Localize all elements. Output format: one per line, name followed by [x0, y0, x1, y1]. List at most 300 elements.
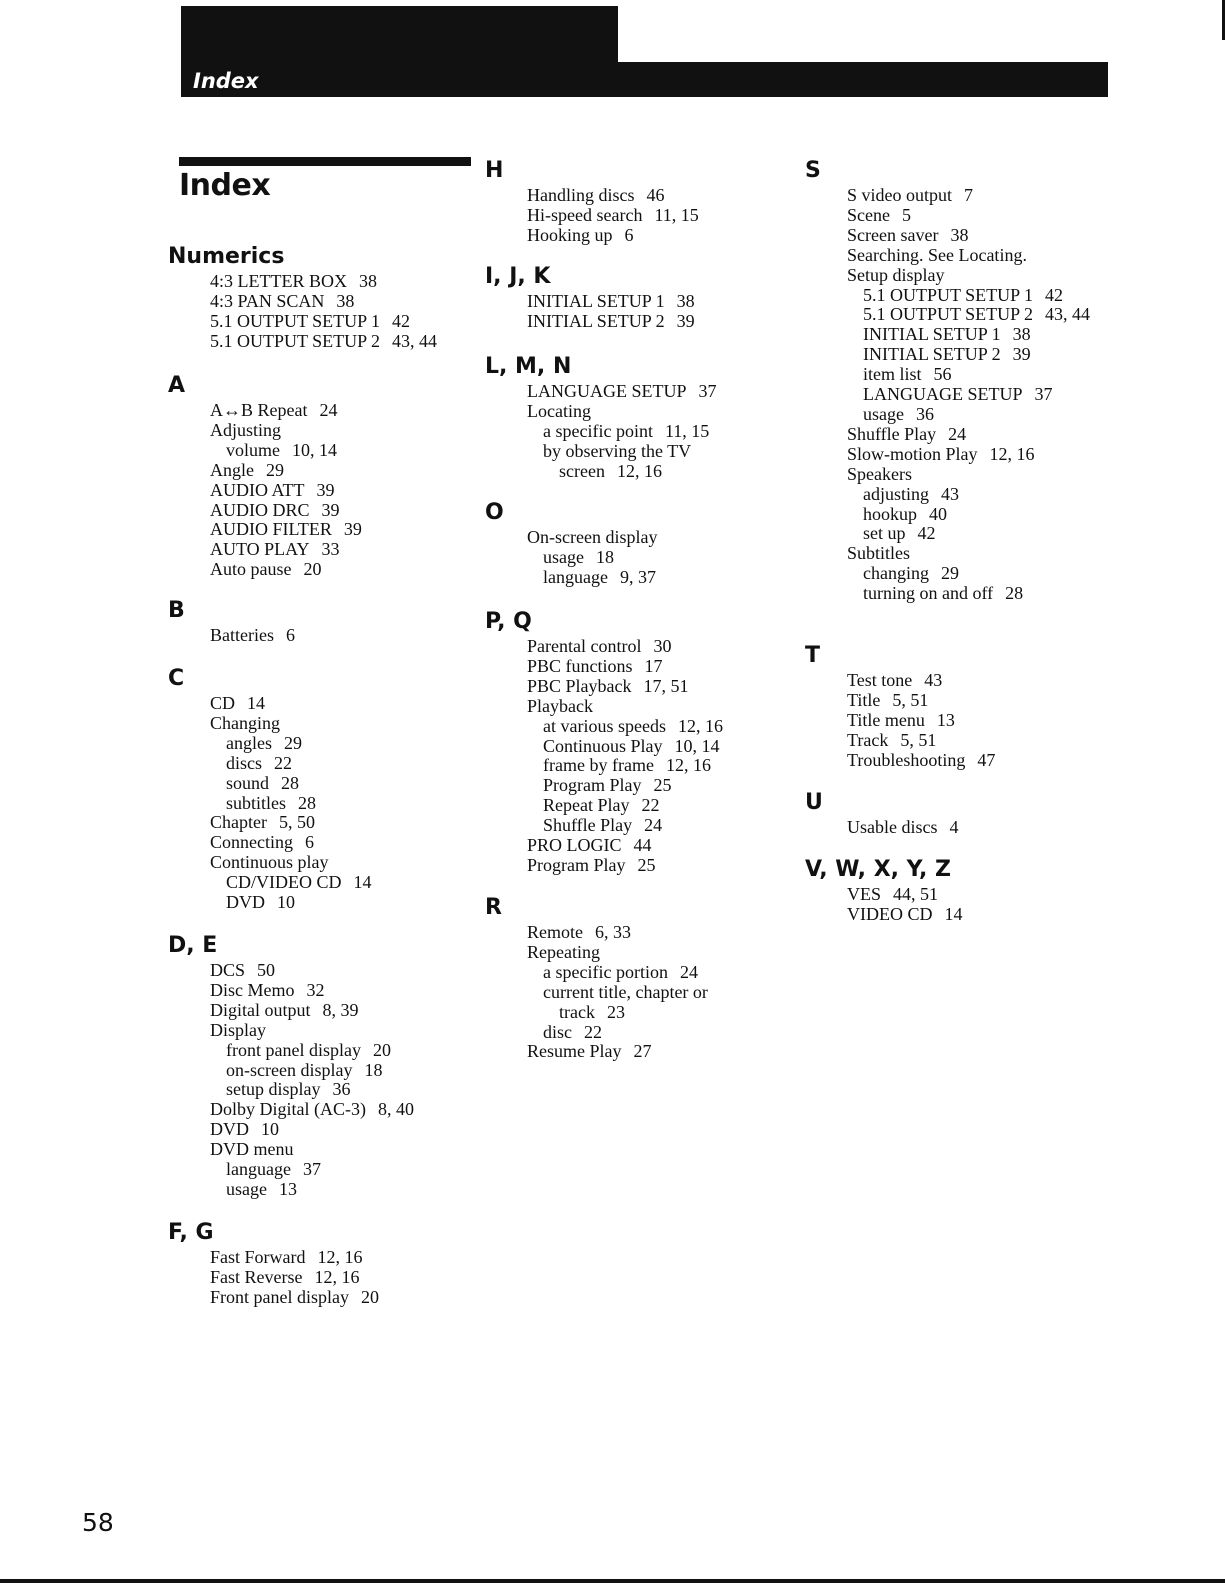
entry-term: front panel display — [226, 1039, 361, 1060]
entry-term: turning on and off — [863, 583, 994, 604]
index-section — [485, 607, 785, 876]
entry-pages: 36 — [332, 1079, 351, 1100]
entry-pages: 24 — [644, 815, 663, 836]
entry-pages: 23 — [606, 1001, 625, 1022]
entry-term: by observing the TV — [543, 440, 692, 461]
entry-list — [168, 1248, 468, 1308]
index-entry — [168, 1120, 468, 1140]
header-strip — [181, 62, 1108, 97]
index-section — [168, 664, 468, 913]
entry-pages: 50 — [257, 960, 276, 980]
index-entry — [485, 462, 785, 482]
entry-pages: 29 — [266, 459, 284, 480]
index-entry — [805, 325, 1125, 345]
index-section — [485, 156, 785, 246]
index-entry — [805, 345, 1125, 365]
entry-term: Handling discs — [527, 185, 635, 205]
section-heading: D, E — [168, 933, 218, 958]
bottom-rule — [0, 1579, 1225, 1583]
entry-term: Disc Memo — [210, 979, 295, 1000]
index-entry — [168, 540, 468, 560]
entry-pages: 37 — [302, 1159, 321, 1180]
entry-pages: 14 — [944, 903, 963, 924]
section-heading: V, W, X, Y, Z — [805, 857, 951, 882]
index-entry — [805, 226, 1125, 246]
section-heading: T — [805, 643, 821, 668]
index-section — [805, 788, 1125, 838]
entry-term: Setup display — [847, 264, 945, 285]
entry-pages: 18 — [364, 1059, 383, 1080]
index-entry — [485, 186, 785, 206]
entry-term: subtitles — [226, 792, 287, 813]
entry-list — [168, 272, 468, 352]
index-entry — [805, 286, 1125, 306]
entry-term: volume — [226, 439, 280, 460]
entry-term: at various speeds — [543, 715, 666, 736]
index-entry — [168, 694, 468, 714]
entry-pages: 25 — [637, 854, 656, 875]
entry-pages: 44 — [633, 835, 652, 856]
entry-term: Usable discs — [847, 817, 938, 837]
entry-term: usage — [226, 1178, 267, 1199]
index-entry — [168, 401, 468, 421]
entry-term: angles — [226, 732, 272, 753]
index-entry — [485, 836, 785, 856]
entry-term: Display — [210, 1019, 266, 1040]
entry-pages: 20 — [303, 559, 322, 580]
index-entry — [485, 312, 785, 332]
index-entry — [485, 776, 785, 796]
entry-pages: 24 — [319, 400, 338, 420]
entry-term: changing — [863, 563, 929, 584]
index-entry — [805, 485, 1125, 505]
entry-pages: 43 — [924, 670, 943, 690]
entry-pages: 20 — [360, 1286, 379, 1307]
entry-term: 5.1 OUTPUT SETUP 1 — [210, 310, 381, 331]
entry-term: Shuffle Play — [847, 423, 937, 444]
entry-pages: 17 — [644, 655, 663, 676]
entry-pages: 8, 40 — [377, 1099, 414, 1120]
index-entry — [168, 332, 468, 352]
index-entry — [805, 266, 1125, 286]
entry-term: Slow-motion Play — [847, 443, 978, 464]
index-entry — [168, 1288, 468, 1308]
entry-term: Resume Play — [527, 1041, 622, 1062]
entry-term: Title — [847, 689, 881, 710]
entry-term: a specific point — [543, 420, 653, 441]
entry-term: language — [543, 566, 608, 587]
entry-pages: 56 — [933, 364, 952, 385]
entry-pages: 22 — [274, 752, 292, 773]
entry-list — [485, 528, 785, 588]
index-entry — [168, 893, 468, 913]
entry-pages: 11, 15 — [664, 420, 710, 441]
entry-pages: 47 — [977, 749, 996, 770]
index-entry — [485, 923, 785, 943]
entry-pages: 43, 44 — [1045, 304, 1091, 325]
entry-pages: 14 — [353, 872, 372, 893]
entry-term: setup display — [226, 1079, 321, 1100]
entry-pages: 39 — [676, 310, 695, 331]
entry-term: Remote — [527, 922, 583, 942]
entry-list — [805, 186, 1125, 604]
entry-list — [168, 626, 468, 646]
entry-pages: 28 — [1005, 583, 1024, 604]
entry-term: AUDIO DRC — [210, 499, 310, 520]
entry-pages: 7 — [964, 185, 974, 205]
index-entry — [485, 382, 785, 402]
index-entry — [168, 1001, 468, 1021]
index-section — [168, 242, 468, 352]
entry-pages: 30 — [653, 636, 672, 656]
index-entry — [805, 671, 1125, 691]
entry-term: 4:3 LETTER BOX — [210, 271, 347, 291]
entry-pages: 17, 51 — [643, 675, 689, 696]
entry-term: Playback — [527, 695, 593, 716]
entry-list — [485, 186, 785, 246]
index-entry — [168, 961, 468, 981]
entry-list — [805, 671, 1125, 771]
entry-pages: 12, 16 — [665, 755, 711, 776]
section-heading: U — [805, 790, 823, 815]
entry-pages: 28 — [298, 792, 317, 813]
entry-term: language — [226, 1159, 291, 1180]
entry-pages: 13 — [936, 709, 955, 730]
index-section — [168, 371, 468, 580]
index-section — [168, 1218, 468, 1308]
entry-term: 5.1 OUTPUT SETUP 1 — [863, 284, 1034, 305]
entry-term: item list — [863, 364, 922, 385]
index-entry — [168, 501, 468, 521]
index-entry — [485, 402, 785, 422]
entry-pages: 5 — [901, 204, 911, 225]
entry-term: AUDIO FILTER — [210, 519, 332, 540]
entry-list — [168, 961, 468, 1200]
entry-term: PBC functions — [527, 655, 633, 676]
index-entry — [805, 818, 1125, 838]
index-entry — [805, 731, 1125, 751]
entry-term: 5.1 OUTPUT SETUP 2 — [863, 304, 1034, 325]
entry-pages: 10, 14 — [674, 735, 720, 756]
index-entry — [485, 422, 785, 442]
index-entry — [485, 816, 785, 836]
entry-pages: 27 — [633, 1041, 652, 1062]
index-entry — [805, 564, 1125, 584]
index-entry — [168, 853, 468, 873]
section-heading: R — [485, 895, 502, 920]
entry-term: screen — [559, 460, 605, 481]
entry-term: Connecting — [210, 832, 293, 853]
entry-term: INITIAL SETUP 2 — [863, 344, 1001, 365]
entry-pages: 11, 15 — [654, 204, 699, 225]
entry-pages: 10, 14 — [292, 439, 337, 460]
entry-term: VIDEO CD — [847, 903, 933, 924]
index-entry — [168, 873, 468, 893]
entry-pages: 12, 16 — [989, 443, 1035, 464]
entry-pages: 25 — [653, 775, 672, 796]
index-entry — [168, 754, 468, 774]
entry-pages: 42 — [1045, 284, 1064, 305]
index-entry — [805, 186, 1125, 206]
entry-pages: 22 — [584, 1021, 602, 1042]
section-heading: C — [168, 666, 185, 691]
title-rule — [179, 157, 471, 166]
index-entry — [805, 584, 1125, 604]
entry-pages: 33 — [321, 539, 340, 560]
index-entry — [168, 1041, 468, 1061]
index-entry — [485, 1023, 785, 1043]
index-entry — [485, 963, 785, 983]
entry-term: Continuous Play — [543, 735, 663, 756]
entry-term: Angle — [210, 459, 254, 480]
index-entry — [485, 1003, 785, 1023]
index-entry — [805, 524, 1125, 544]
index-entry — [485, 856, 785, 876]
entry-pages: 38 — [676, 291, 695, 311]
index-entry — [485, 657, 785, 677]
index-entry — [485, 528, 785, 548]
entry-term: Parental control — [527, 636, 642, 656]
entry-list — [168, 694, 468, 913]
entry-term: Continuous play — [210, 852, 329, 873]
entry-pages: 43, 44 — [392, 330, 438, 351]
index-entry — [168, 714, 468, 734]
entry-term: Program Play — [527, 854, 626, 875]
index-entry — [168, 1021, 468, 1041]
entry-term: LANGUAGE SETUP — [863, 384, 1023, 405]
entry-pages: 44, 51 — [893, 884, 939, 904]
entry-term: DCS — [210, 960, 246, 980]
entry-term: LANGUAGE SETUP — [527, 381, 687, 401]
entry-term: VES — [847, 884, 882, 904]
index-entry — [805, 405, 1125, 425]
entry-list — [485, 637, 785, 876]
entry-pages: 24 — [679, 961, 698, 982]
entry-term: hookup — [863, 503, 917, 524]
entry-term: AUTO PLAY — [210, 539, 310, 560]
entry-pages: 40 — [929, 503, 947, 524]
entry-pages: 6 — [624, 224, 634, 245]
entry-pages: 12, 16 — [314, 1266, 360, 1287]
entry-pages: 38 — [1012, 324, 1031, 345]
entry-term: INITIAL SETUP 1 — [527, 291, 665, 311]
index-entry — [168, 441, 468, 461]
entry-term: Hooking up — [527, 224, 613, 245]
section-heading: O — [485, 500, 504, 525]
index-section — [805, 855, 1125, 925]
index-entry — [168, 1100, 468, 1120]
entry-pages: 39 — [343, 519, 362, 540]
index-entry — [485, 568, 785, 588]
entry-pages: 32 — [306, 979, 325, 1000]
header-label: Index — [193, 69, 259, 93]
entry-pages: 38 — [336, 290, 355, 311]
index-entry — [168, 981, 468, 1001]
entry-pages: 13 — [278, 1178, 297, 1199]
entry-pages: 39 — [321, 499, 340, 520]
entry-pages: 42 — [392, 310, 411, 331]
entry-term: discs — [226, 752, 262, 773]
entry-term: INITIAL SETUP 2 — [527, 310, 665, 331]
entry-pages: 28 — [281, 772, 300, 793]
entry-pages: 12, 16 — [616, 460, 662, 481]
entry-pages: 38 — [950, 224, 969, 245]
index-entry — [485, 226, 785, 246]
entry-term: Locating — [527, 400, 591, 421]
entry-pages: 39 — [316, 479, 335, 500]
entry-term: 4:3 PAN SCAN — [210, 290, 325, 311]
index-entry — [168, 794, 468, 814]
entry-pages: 29 — [283, 732, 302, 753]
index-entry — [805, 544, 1125, 564]
entry-pages: 5, 50 — [278, 812, 315, 833]
index-entry — [805, 751, 1125, 771]
index-entry — [805, 885, 1125, 905]
entry-pages: 37 — [1034, 384, 1053, 405]
entry-pages: 46 — [646, 185, 665, 205]
entry-term: DVD — [210, 1119, 249, 1140]
entry-pages: 5, 51 — [900, 729, 937, 750]
entry-term: current title, chapter or — [543, 981, 708, 1002]
entry-term: AUDIO ATT — [210, 479, 305, 500]
index-section — [485, 498, 785, 588]
entry-list — [485, 923, 785, 1062]
index-entry — [168, 1140, 468, 1160]
entry-term: frame by frame — [543, 755, 654, 776]
index-entry — [805, 425, 1125, 445]
entry-pages: 10 — [277, 892, 295, 913]
entry-term: PRO LOGIC — [527, 835, 622, 856]
index-entry — [485, 796, 785, 816]
entry-term: Front panel display — [210, 1286, 349, 1307]
entry-term: on-screen display — [226, 1059, 353, 1080]
entry-term: Subtitles — [847, 543, 911, 564]
entry-list — [168, 401, 468, 580]
entry-term: Chapter — [210, 812, 267, 833]
index-entry — [805, 691, 1125, 711]
index-entry — [485, 206, 785, 226]
entry-pages: 24 — [948, 423, 967, 444]
index-entry — [805, 445, 1125, 465]
index-entry — [168, 1061, 468, 1081]
index-entry — [168, 1080, 468, 1100]
section-heading: A — [168, 373, 186, 398]
index-entry — [168, 272, 468, 292]
index-entry — [485, 548, 785, 568]
entry-pages: 4 — [949, 817, 959, 837]
entry-term: usage — [543, 546, 584, 567]
index-section — [168, 596, 468, 646]
entry-term: sound — [226, 772, 270, 793]
entry-list — [805, 885, 1125, 925]
entry-pages: 12, 16 — [317, 1247, 363, 1267]
entry-term: Screen saver — [847, 224, 939, 245]
entry-term: Changing — [210, 712, 280, 733]
entry-pages: 12, 16 — [677, 715, 723, 736]
index-section — [485, 352, 785, 482]
entry-term: Track — [847, 729, 889, 750]
index-entry — [805, 305, 1125, 325]
entry-term: Fast Forward — [210, 1247, 306, 1267]
index-entry — [168, 481, 468, 501]
entry-pages: 39 — [1012, 344, 1031, 365]
section-heading: S — [805, 158, 821, 183]
entry-term: set up — [863, 523, 906, 544]
index-entry — [168, 292, 468, 312]
entry-pages: 9, 37 — [619, 566, 656, 587]
index-entry — [485, 756, 785, 776]
section-heading: H — [485, 158, 504, 183]
entry-term: Auto pause — [210, 559, 292, 580]
entry-pages: 10 — [261, 1119, 279, 1140]
index-entry — [168, 461, 468, 481]
index-section — [805, 641, 1125, 771]
entry-term: 5.1 OUTPUT SETUP 2 — [210, 330, 381, 351]
index-entry — [805, 505, 1125, 525]
section-heading: F, G — [168, 1220, 214, 1245]
index-entry — [485, 677, 785, 697]
section-heading: I, J, K — [485, 264, 551, 289]
index-section — [805, 156, 1125, 604]
entry-term: Test tone — [847, 670, 913, 690]
index-entry — [168, 833, 468, 853]
entry-term: On-screen display — [527, 527, 658, 547]
entry-term: adjusting — [863, 483, 929, 504]
entry-pages: 42 — [917, 523, 936, 544]
entry-term: Adjusting — [210, 419, 282, 440]
entry-term: Troubleshooting — [847, 749, 966, 770]
index-entry — [485, 737, 785, 757]
entry-term: CD — [210, 693, 236, 713]
entry-term: Title menu — [847, 709, 925, 730]
index-entry — [485, 1042, 785, 1062]
entry-term: track — [559, 1001, 595, 1022]
entry-pages: 18 — [595, 546, 614, 567]
index-section — [485, 893, 785, 1062]
index-entry — [805, 365, 1125, 385]
entry-pages: 14 — [247, 693, 266, 713]
index-entry — [805, 465, 1125, 485]
index-section — [485, 262, 785, 332]
index-entry — [168, 626, 468, 646]
entry-pages: 8, 39 — [322, 999, 359, 1020]
index-entry — [168, 520, 468, 540]
entry-term: Digital output — [210, 999, 311, 1020]
entry-term: Repeating — [527, 941, 600, 962]
entry-term: Hi-speed search — [527, 204, 643, 225]
entry-term: Searching. See Locating. — [847, 244, 1027, 265]
index-entry — [168, 1248, 468, 1268]
index-entry — [168, 734, 468, 754]
section-heading: P, Q — [485, 609, 532, 634]
entry-term: CD/VIDEO CD — [226, 872, 342, 893]
entry-term: DVD — [226, 892, 265, 913]
index-entry — [485, 717, 785, 737]
entry-pages: 20 — [372, 1039, 391, 1060]
index-entry — [485, 292, 785, 312]
entry-term: disc — [543, 1021, 572, 1042]
entry-list — [485, 382, 785, 482]
entry-pages: 5, 51 — [892, 689, 929, 710]
index-entry — [805, 905, 1125, 925]
index-entry — [168, 560, 468, 580]
entry-term: Shuffle Play — [543, 815, 633, 836]
index-entry — [485, 943, 785, 963]
index-entry — [485, 983, 785, 1003]
entry-term: INITIAL SETUP 1 — [863, 324, 1001, 345]
entry-pages: 6 — [305, 832, 314, 853]
page-number: 58 — [82, 1508, 114, 1537]
